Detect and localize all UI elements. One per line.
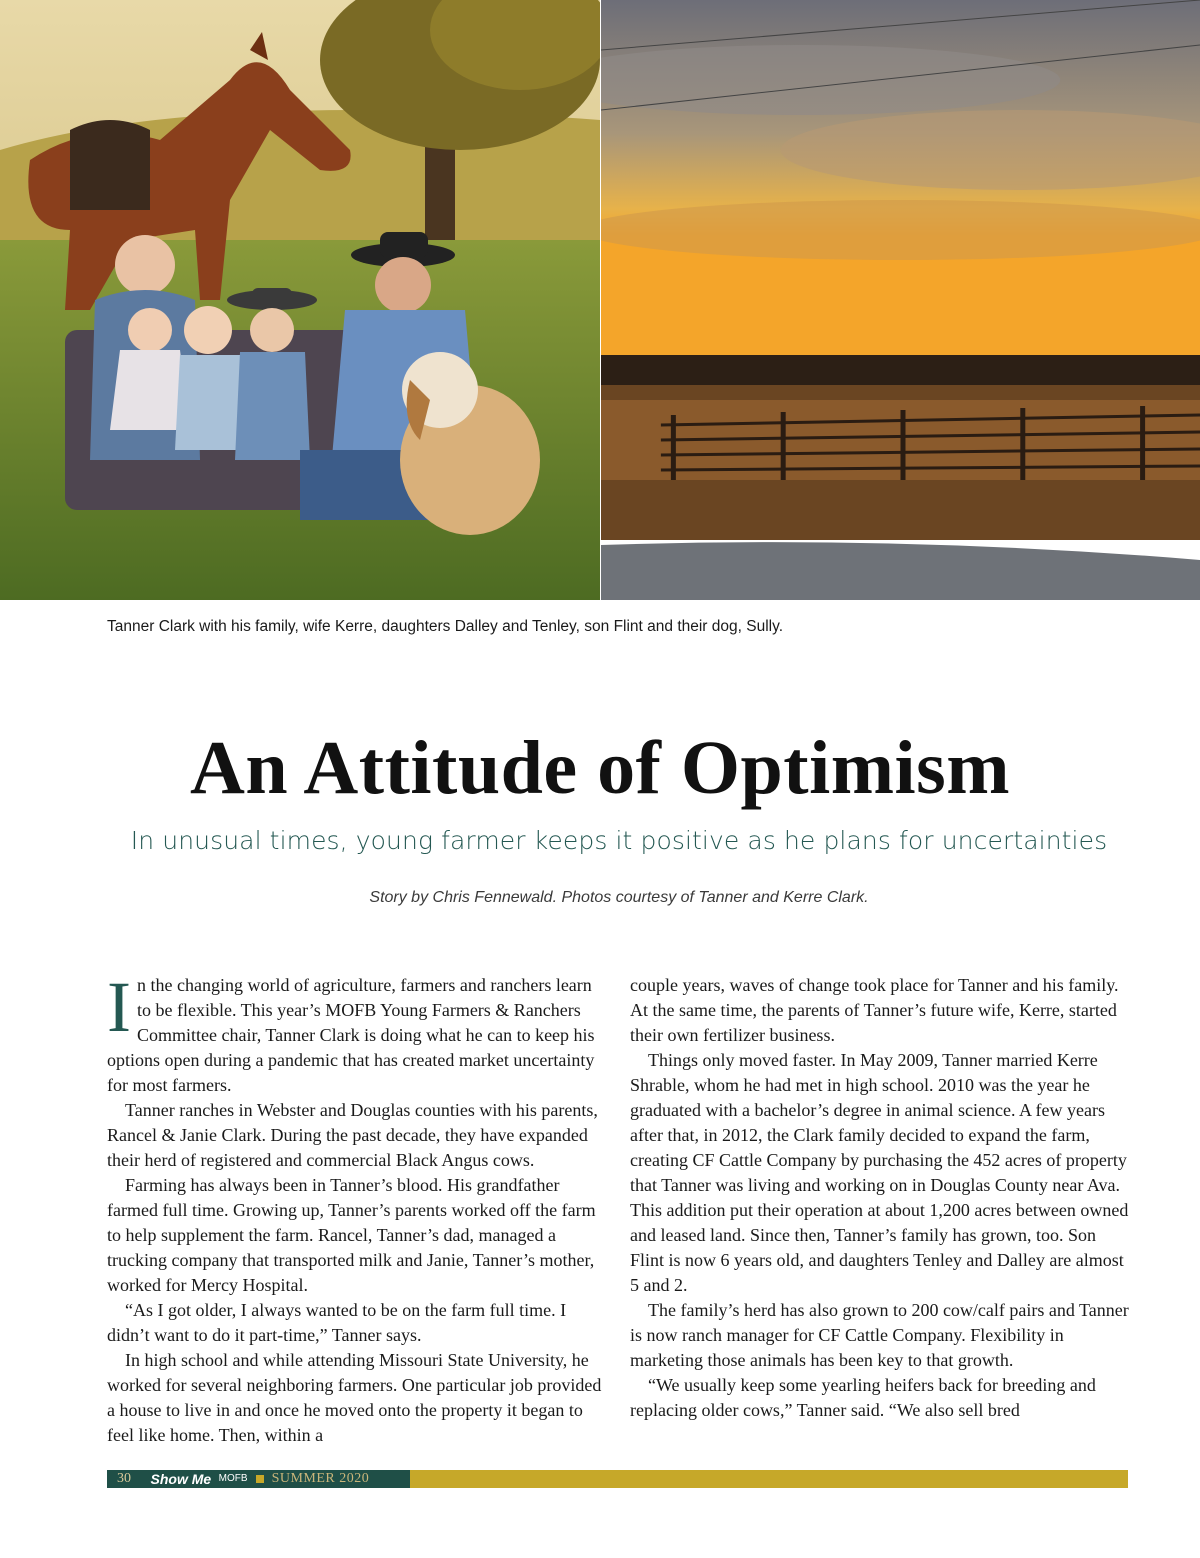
article-headline: An Attitude of Optimism (189, 726, 1011, 810)
article-column-right (630, 973, 1130, 1423)
paragraph: “As I got older, I always wanted to be on the farm full time. I didn’t want to do it part-time,” Tanner says. (107, 1300, 567, 1345)
paragraph: The family’s herd has also grown to 200 cow/calf pairs and Tanner is now ranch manager for CF Cattle Company. Flexibility in marketing those animals has been key to that growth. (630, 1300, 1129, 1370)
article-byline: Story by Chris Fennewald. Photos courtesy of Tanner and Kerre Clark. (369, 889, 869, 906)
article-column-left (107, 967, 607, 1448)
magazine-logo: Show Me (150, 1471, 212, 1487)
sunset-photo (601, 0, 1200, 600)
paragraph: couple years, waves of change took place for Tanner and his family. At the same time, the parents of Tanner’s future wife, Kerre, started their own fertilizer business. (630, 975, 1119, 1045)
footer-band-gold (410, 1470, 1128, 1488)
magazine-logo-sub: MOFB (218, 1473, 248, 1484)
paragraph (107, 967, 607, 1098)
paragraph: In high school and while attending Missouri State University, he worked for several neighboring farmers. One particular job provided a house to live in and once he moved onto the property it began to feel like home. Then, within a (107, 1350, 602, 1445)
page-number: 30 (117, 1471, 131, 1486)
paragraph: Tanner ranches in Webster and Douglas counties with his parents, Rancel & Janie Clark. During the past decade, they have expanded their herd of registered and commercial Black Angus cows. (107, 1100, 598, 1170)
paragraph-text: n the changing world of agriculture, farmers and ranchers learn to be flexible. This year’s MOFB Young Farmers & Ranchers Committee chair, Tanner Clark is doing what he can to keep his options open during a pandemic that has created market uncertainty for most farmers. (107, 975, 595, 1095)
page-footer (107, 1470, 1128, 1488)
paragraph: Things only moved faster. In May 2009, Tanner married Kerre Shrable, whom he had met in high school. 2010 was the year he graduated with a bachelor’s degree in animal science. A few years after that, in 2012, the Clark family decided to expand the farm, creating CF Cattle Company by purchasing the 452 acres of property that Tanner was living and working on in Douglas County near Ava. This addition put their operation at about 1,200 acres between owned and leased land. Since then, Tanner’s family has grown, too. Son Flint is now 6 years old, and daughters Tenley and Dalley are almost 5 and 2. (630, 1050, 1129, 1295)
article-deck: In unusual times, young farmer keeps it positive as he plans for uncertainties (130, 826, 1108, 855)
footer-band-dark (107, 1470, 410, 1488)
square-bullet-icon (256, 1475, 264, 1483)
drop-cap: I (107, 967, 131, 1047)
family-photo (0, 0, 600, 600)
paragraph: “We usually keep some yearling heifers back for breeding and replacing older cows,” Tanner said. “We also sell bred (630, 1375, 1096, 1420)
photo-caption: Tanner Clark with his family, wife Kerre, daughters Dalley and Tenley, son Flint and their dog, Sully. (107, 618, 784, 635)
paragraph: Farming has always been in Tanner’s blood. His grandfather farmed full time. Growing up, Tanner’s parents worked off the farm to help supplement the farm. Rancel, Tanner’s dad, managed a trucking company that transported milk and Janie, Tanner’s mother, worked for Mercy Hospital. (107, 1175, 596, 1295)
issue-label: SUMMER 2020 (271, 1471, 370, 1486)
